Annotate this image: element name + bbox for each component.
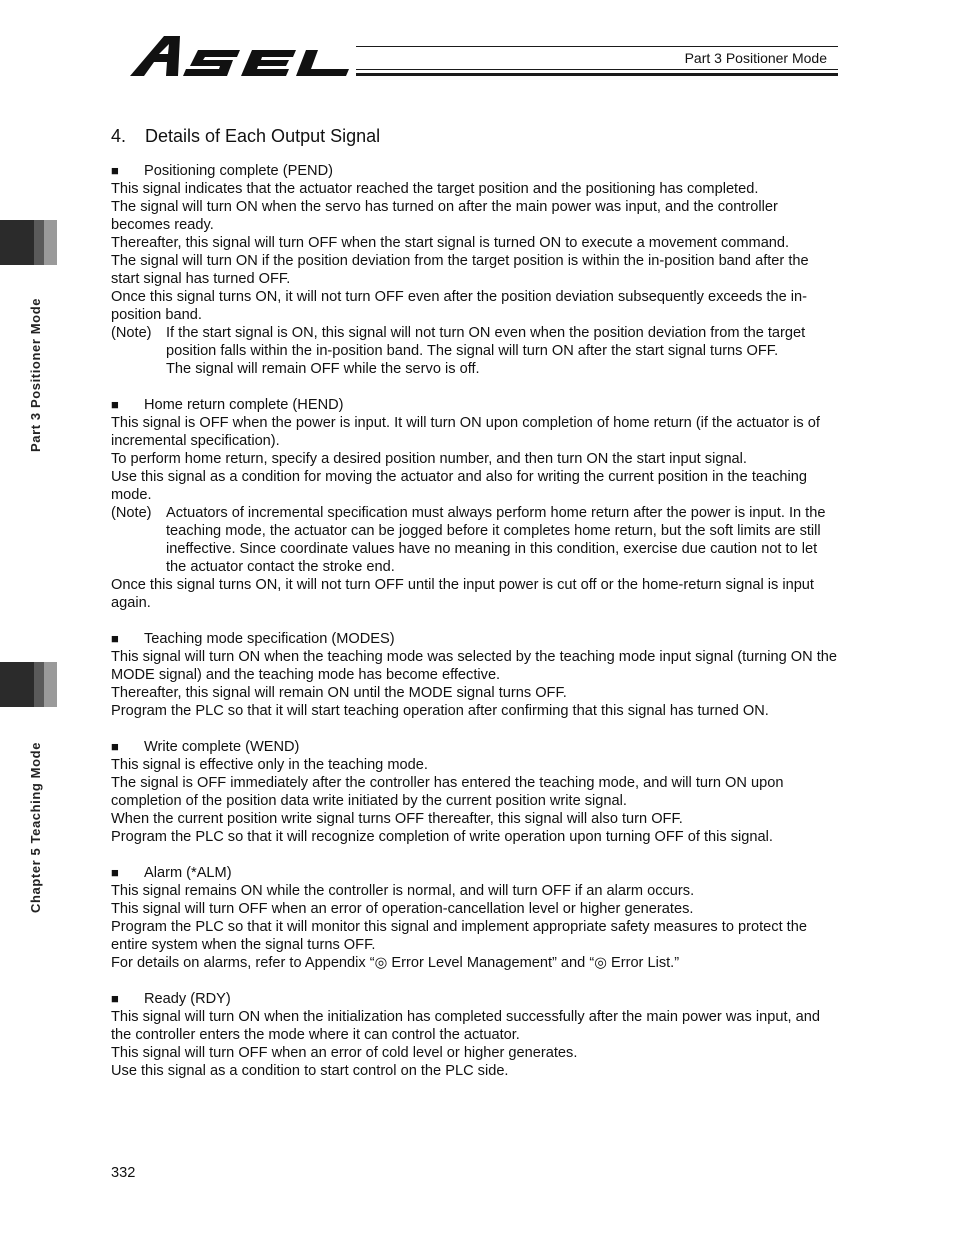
header-part-label: Part 3 Positioner Mode [684, 50, 827, 66]
wend-p2: The signal is OFF immediately after the controller has entered the teaching mode, and will turn ON upon completion of the position data write initiated by the current position write signal. [111, 775, 784, 809]
alm-p2: This signal will turn OFF when an error of operation-cancellation level or higher generates. [111, 901, 694, 917]
signal-rdy-title: Ready (RDY) [144, 991, 231, 1007]
signal-pend [111, 162, 841, 378]
page-content [111, 124, 841, 1080]
section-title-text: Details of Each Output Signal [145, 126, 381, 146]
rdy-p2: This signal will turn OFF when an error of cold level or higher generates. [111, 1045, 578, 1061]
pend-p3: Thereafter, this signal will turn OFF when the start signal is turned ON to execute a movement command. [111, 235, 790, 251]
signal-wend-title: Write complete (WEND) [144, 739, 300, 755]
square-bullet-icon: ■ [111, 631, 119, 646]
signal-rdy [111, 990, 841, 1080]
page-number: 332 [111, 1165, 136, 1181]
section-number: 4. [111, 126, 127, 146]
signal-modes-heading [111, 630, 841, 648]
pend-p5: Once this signal turns ON, it will not turn OFF even after the position deviation subsequently exceeds the in-position band. [111, 289, 807, 323]
signal-wend [111, 738, 841, 846]
signal-modes [111, 630, 841, 720]
alm-p3: Program the PLC so that it will monitor this signal and implement appropriate safety measures to protect the entire system when the signal turns OFF. [111, 919, 807, 953]
pend-p1: This signal indicates that the actuator reached the target position and the positioning has completed. [111, 181, 759, 197]
signal-wend-heading [111, 738, 841, 756]
chapter-tab-marker [0, 662, 57, 707]
signal-modes-title: Teaching mode specification (MODES) [144, 631, 395, 647]
signal-pend-heading [111, 162, 841, 180]
note-tag: (Note) [111, 505, 152, 521]
hend-note1: Actuators of incremental specification must always perform home return after the power is input. In the teaching mode, the actuator can be jogged before it completes home return, but the soft limits are still ineffective. Since coordinate values have no meaning in this condition, exercise due caution not to let the actuator contact the stroke end. [166, 505, 826, 575]
rdy-p1: This signal will turn ON when the initialization has completed successfully after the main power was input, and the controller enters the mode where it can control the actuator. [111, 1009, 820, 1043]
signal-alm [111, 864, 841, 972]
hend-p1: This signal is OFF when the power is input. It will turn ON upon completion of home return (if the actuator is of incremental specification). [111, 415, 820, 449]
signal-alm-title: Alarm (*ALM) [144, 865, 232, 881]
pend-p4: The signal will turn ON if the position deviation from the target position is within the in-position band after the start signal has turned OFF. [111, 253, 809, 287]
square-bullet-icon: ■ [111, 991, 119, 1006]
signal-hend-heading [111, 396, 841, 414]
header-rule-thick [356, 73, 838, 76]
wend-p1: This signal is effective only in the teaching mode. [111, 757, 428, 773]
hend-p3: Use this signal as a condition for moving the actuator and also for writing the current position in the teaching mode. [111, 469, 808, 503]
square-bullet-icon: ■ [111, 163, 119, 178]
signal-rdy-heading [111, 990, 841, 1008]
rdy-p3: Use this signal as a condition to start control on the PLC side. [111, 1063, 509, 1079]
hend-note [111, 504, 841, 576]
header-rule-bottom [356, 69, 838, 70]
square-bullet-icon: ■ [111, 739, 119, 754]
side-chapter-label: Chapter 5 Teaching Mode [28, 741, 43, 913]
pend-note2: The signal will remain OFF while the servo is off. [166, 361, 480, 377]
signal-alm-heading [111, 864, 841, 882]
hend-p4: Once this signal turns ON, it will not turn OFF until the input power is cut off or the home-return signal is input again. [111, 577, 814, 611]
asel-logo [128, 32, 352, 80]
alm-p1: This signal remains ON while the controller is normal, and will turn OFF if an alarm occurs. [111, 883, 695, 899]
alm-p4: For details on alarms, refer to Appendix “◎ Error Level Management” and “◎ Error List.” [111, 955, 680, 971]
note-tag: (Note) [111, 325, 152, 341]
signal-pend-title: Positioning complete (PEND) [144, 163, 333, 179]
part-tab-marker [0, 220, 57, 265]
wend-p4: Program the PLC so that it will recognize completion of write operation upon turning OFF of this signal. [111, 829, 773, 845]
pend-note1: If the start signal is ON, this signal will not turn ON even when the position deviation from the target position falls within the in-position band. The signal will turn ON after the start signal turns OFF. [166, 325, 806, 359]
modes-p3: Program the PLC so that it will start teaching operation after confirming that this signal has turned ON. [111, 703, 769, 719]
header-rule-top [356, 46, 838, 47]
section-title [111, 124, 841, 148]
pend-p2: The signal will turn ON when the servo has turned on after the main power was input, and the controller becomes ready. [111, 199, 778, 233]
signal-hend [111, 396, 841, 612]
signal-hend-title: Home return complete (HEND) [144, 397, 344, 413]
hend-p2: To perform home return, specify a desired position number, and then turn ON the start input signal. [111, 451, 747, 467]
wend-p3: When the current position write signal turns OFF thereafter, this signal will also turn OFF. [111, 811, 683, 827]
square-bullet-icon: ■ [111, 865, 119, 880]
pend-note [111, 324, 841, 378]
modes-p2: Thereafter, this signal will remain ON until the MODE signal turns OFF. [111, 685, 567, 701]
side-part-label: Part 3 Positioner Mode [28, 297, 43, 452]
modes-p1: This signal will turn ON when the teaching mode was selected by the teaching mode input signal (turning ON the MODE signal) and the teaching mode has become effective. [111, 649, 838, 683]
square-bullet-icon: ■ [111, 397, 119, 412]
